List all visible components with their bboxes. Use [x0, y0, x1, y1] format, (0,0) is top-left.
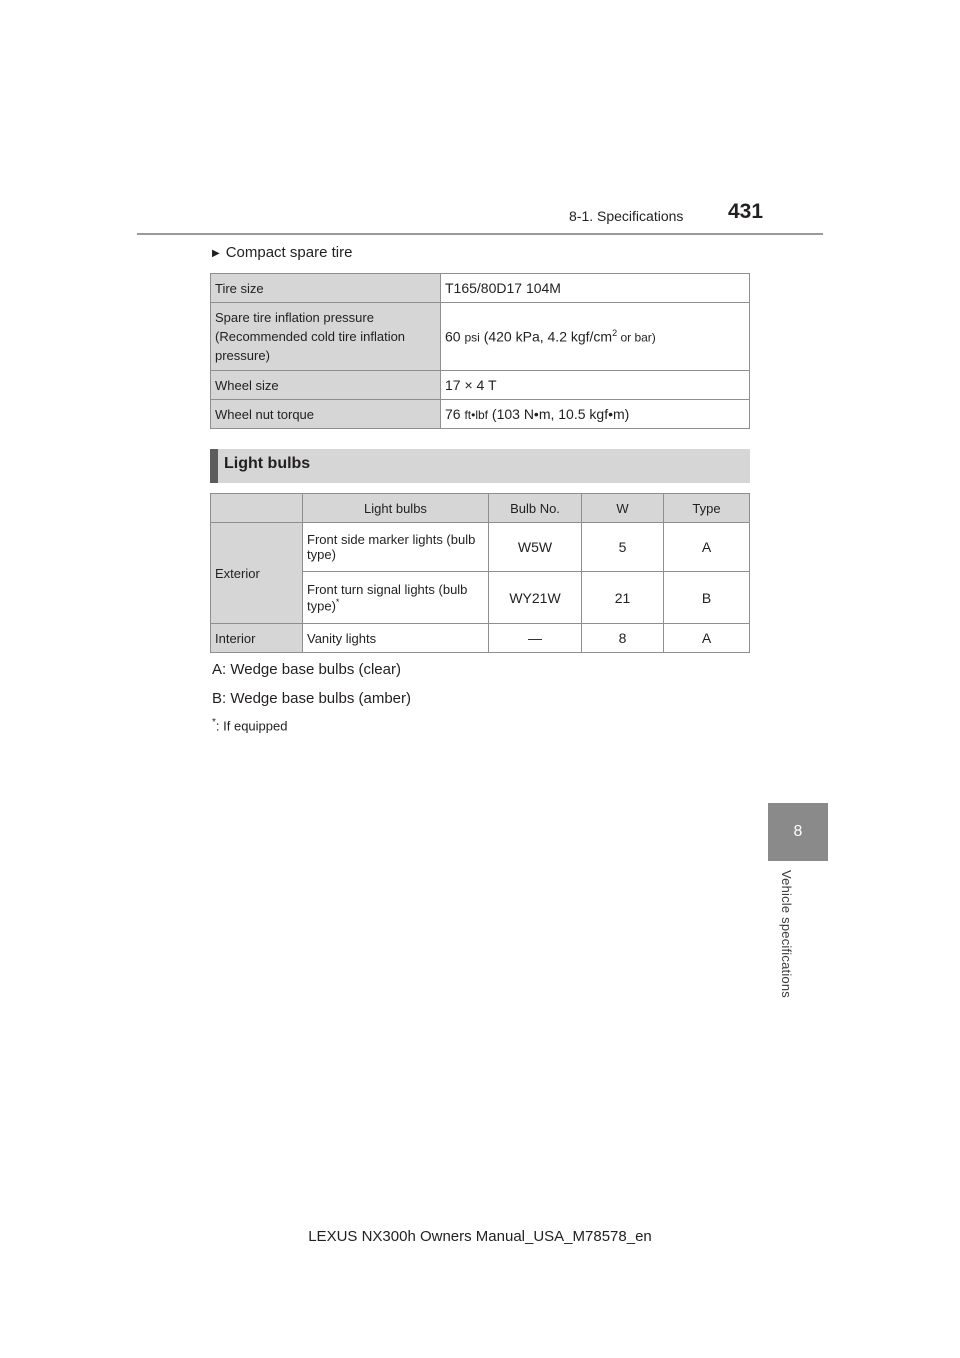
- bulb-watts: 5: [582, 523, 664, 572]
- chapter-tab: [768, 803, 828, 861]
- bulb-type: A: [664, 624, 750, 653]
- section-heading: Light bulbs: [224, 455, 311, 472]
- table-row: [211, 523, 750, 572]
- footnote: *: If equipped: [212, 717, 288, 734]
- column-header: Bulb No.: [489, 494, 582, 523]
- table-row: [211, 303, 750, 371]
- light-bulbs-table: [210, 493, 750, 653]
- section-marker: [210, 449, 218, 483]
- row-value: 60 psi (420 kPa, 4.2 kgf/$cm^2$ or bar): [441, 303, 750, 371]
- chapter-number: 8: [793, 823, 803, 840]
- chapter-title: Vehicle specifications: [779, 870, 794, 998]
- bulb-number: —: [489, 624, 582, 653]
- bulb-number: W5W: [489, 523, 582, 572]
- column-header: Light bulbs: [303, 494, 489, 523]
- group-label: Interior: [211, 624, 303, 653]
- header-divider: [137, 233, 823, 235]
- subsection-heading: ▶ Compact spare tire: [212, 244, 353, 261]
- table-row: [211, 371, 750, 400]
- bulb-name: Vanity lights: [303, 624, 489, 653]
- legend-note: A: Wedge base bulbs (clear): [212, 661, 401, 678]
- bulb-watts: 21: [582, 572, 664, 624]
- page-footer: LEXUS NX300h Owners Manual_USA_M78578_en: [308, 1228, 652, 1245]
- table-header-row: [211, 494, 750, 523]
- section-title: 8-1. Specifications: [569, 208, 684, 224]
- bulb-watts: 8: [582, 624, 664, 653]
- section-heading-bar: [210, 449, 750, 483]
- row-label: Wheel size: [211, 371, 441, 400]
- bulb-type: A: [664, 523, 750, 572]
- page-number: 431: [728, 200, 764, 223]
- column-header: W: [582, 494, 664, 523]
- triangle-bullet-icon: ▶: [212, 248, 220, 259]
- legend-note: B: Wedge base bulbs (amber): [212, 690, 411, 707]
- table-row: [211, 274, 750, 303]
- bulb-name: Front turn signal lights (bulb type)*: [303, 572, 489, 624]
- bulb-type: B: [664, 572, 750, 624]
- bulb-name: Front side marker lights (bulb type): [303, 523, 489, 572]
- row-value: T165/80D17 104M: [441, 274, 750, 303]
- table-row: [211, 624, 750, 653]
- column-header: Type: [664, 494, 750, 523]
- row-label: Wheel nut torque: [211, 400, 441, 429]
- spare-tire-table: [210, 273, 750, 429]
- row-label: Spare tire inflation pressure (Recommended cold tire inflation pressure): [211, 303, 441, 371]
- table-row: [211, 400, 750, 429]
- bulb-number: WY21W: [489, 572, 582, 624]
- row-value: 17 × 4 T: [441, 371, 750, 400]
- row-label: Tire size: [211, 274, 441, 303]
- column-header: [211, 494, 303, 523]
- group-label: Exterior: [211, 523, 303, 624]
- row-value: 76 ft•lbf (103 N•m, 10.5 kgf•m): [441, 400, 750, 429]
